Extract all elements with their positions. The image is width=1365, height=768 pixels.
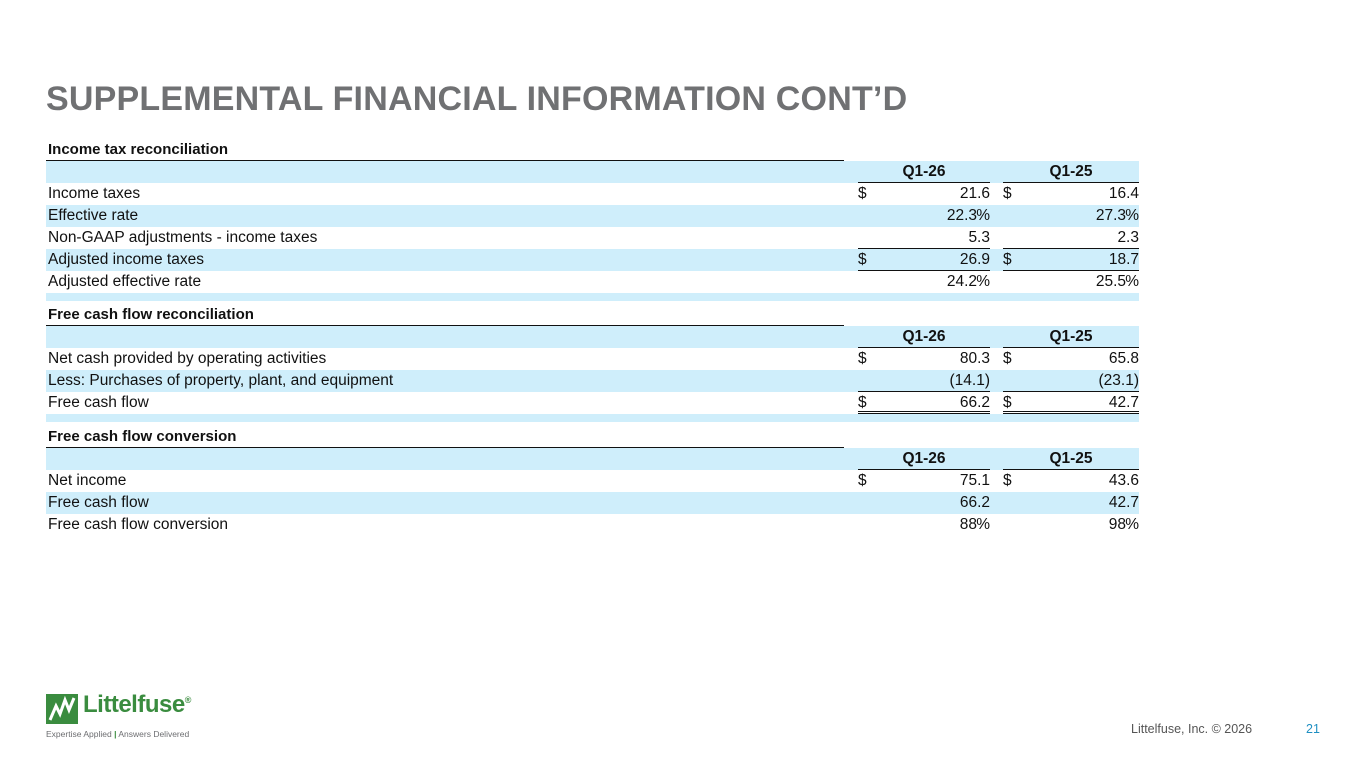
percent-sign: %	[1125, 273, 1139, 290]
section-spacer	[46, 414, 1139, 422]
column-header-q1-25: Q1-25	[1003, 161, 1139, 183]
table-row	[46, 183, 1139, 205]
percent-sign: %	[1125, 207, 1139, 224]
section-spacer	[46, 293, 1139, 301]
table-row	[46, 249, 1139, 271]
currency-symbol: $	[1003, 251, 1012, 268]
row-label: Net income	[48, 472, 127, 489]
table-row	[46, 227, 1139, 249]
income-tax-section	[46, 139, 1139, 301]
section-title: Free cash flow conversion	[46, 426, 844, 448]
column-header-q1-26: Q1-26	[858, 161, 990, 183]
section-title: Income tax reconciliation	[46, 139, 844, 161]
value-q1-26: 21.6	[959, 185, 990, 202]
percent-sign: %	[976, 207, 990, 224]
row-label: Non-GAAP adjustments - income taxes	[48, 229, 318, 246]
value-q1-26: 75.1	[959, 472, 990, 489]
table-row	[46, 492, 1139, 514]
table-row	[46, 514, 1139, 536]
value-q1-25: 2.3	[1117, 229, 1139, 246]
page-title: SUPPLEMENTAL FINANCIAL INFORMATION CONT’D	[46, 80, 908, 118]
percent-sign: %	[976, 516, 990, 533]
currency-symbol: $	[858, 350, 867, 367]
value-q1-26: 22.3	[946, 207, 977, 224]
row-label: Free cash flow	[48, 394, 149, 411]
value-q1-25: 25.5	[1095, 273, 1126, 290]
table-row	[46, 470, 1139, 492]
table-row	[46, 205, 1139, 227]
row-label: Adjusted income taxes	[48, 251, 204, 268]
currency-symbol: $	[1003, 394, 1012, 411]
value-q1-26: 26.9	[959, 251, 990, 268]
footer-copyright: Littelfuse, Inc. © 2026	[1131, 722, 1253, 736]
value-q1-25: 27.3	[1095, 207, 1126, 224]
free-cash-flow-section	[46, 304, 1139, 422]
header-row	[46, 326, 1139, 348]
value-q1-25: 42.7	[1108, 394, 1139, 411]
currency-symbol: $	[858, 251, 867, 268]
littelfuse-mark-icon	[46, 694, 78, 724]
percent-sign: %	[1125, 516, 1139, 533]
table-row	[46, 271, 1139, 293]
table-row	[46, 392, 1139, 414]
value-q1-25: 65.8	[1108, 350, 1139, 367]
logo-wordmark: Littelfuse®	[83, 691, 191, 718]
value-q1-26: (14.1)	[949, 372, 990, 389]
currency-symbol: $	[858, 185, 867, 202]
value-q1-25: (23.1)	[1098, 372, 1139, 389]
value-q1-26: 66.2	[959, 494, 990, 511]
currency-symbol: $	[858, 394, 867, 411]
value-q1-26: 24.2	[946, 273, 977, 290]
row-label: Free cash flow conversion	[48, 516, 229, 533]
percent-sign: %	[976, 273, 990, 290]
column-header-q1-26: Q1-26	[858, 326, 990, 348]
value-q1-26: 66.2	[959, 394, 990, 411]
section-title: Free cash flow reconciliation	[46, 304, 844, 326]
table-row	[46, 348, 1139, 370]
column-header-q1-25: Q1-25	[1003, 448, 1139, 470]
column-header-q1-26: Q1-26	[858, 448, 990, 470]
value-q1-25: 98	[1108, 516, 1126, 533]
header-row	[46, 448, 1139, 470]
row-label: Effective rate	[48, 207, 139, 224]
page-number: 21	[1306, 722, 1320, 736]
value-q1-26: 80.3	[959, 350, 990, 367]
row-label: Adjusted effective rate	[48, 273, 202, 290]
row-label: Income taxes	[48, 185, 141, 202]
free-cash-flow-conversion-section	[46, 426, 1139, 536]
currency-symbol: $	[1003, 472, 1012, 489]
value-q1-26: 5.3	[968, 229, 990, 246]
value-q1-25: 18.7	[1108, 251, 1139, 268]
currency-symbol: $	[1003, 185, 1012, 202]
logo-tagline: Expertise Applied | Answers Delivered	[46, 729, 190, 739]
currency-symbol: $	[858, 472, 867, 489]
value-q1-26: 88	[959, 516, 977, 533]
value-q1-25: 16.4	[1108, 185, 1139, 202]
row-label: Net cash provided by operating activities	[48, 350, 327, 367]
row-label: Free cash flow	[48, 494, 149, 511]
header-row	[46, 161, 1139, 183]
row-label: Less: Purchases of property, plant, and equipment	[48, 372, 394, 389]
value-q1-25: 43.6	[1108, 472, 1139, 489]
table-row	[46, 370, 1139, 392]
value-q1-25: 42.7	[1108, 494, 1139, 511]
column-header-q1-25: Q1-25	[1003, 326, 1139, 348]
currency-symbol: $	[1003, 350, 1012, 367]
